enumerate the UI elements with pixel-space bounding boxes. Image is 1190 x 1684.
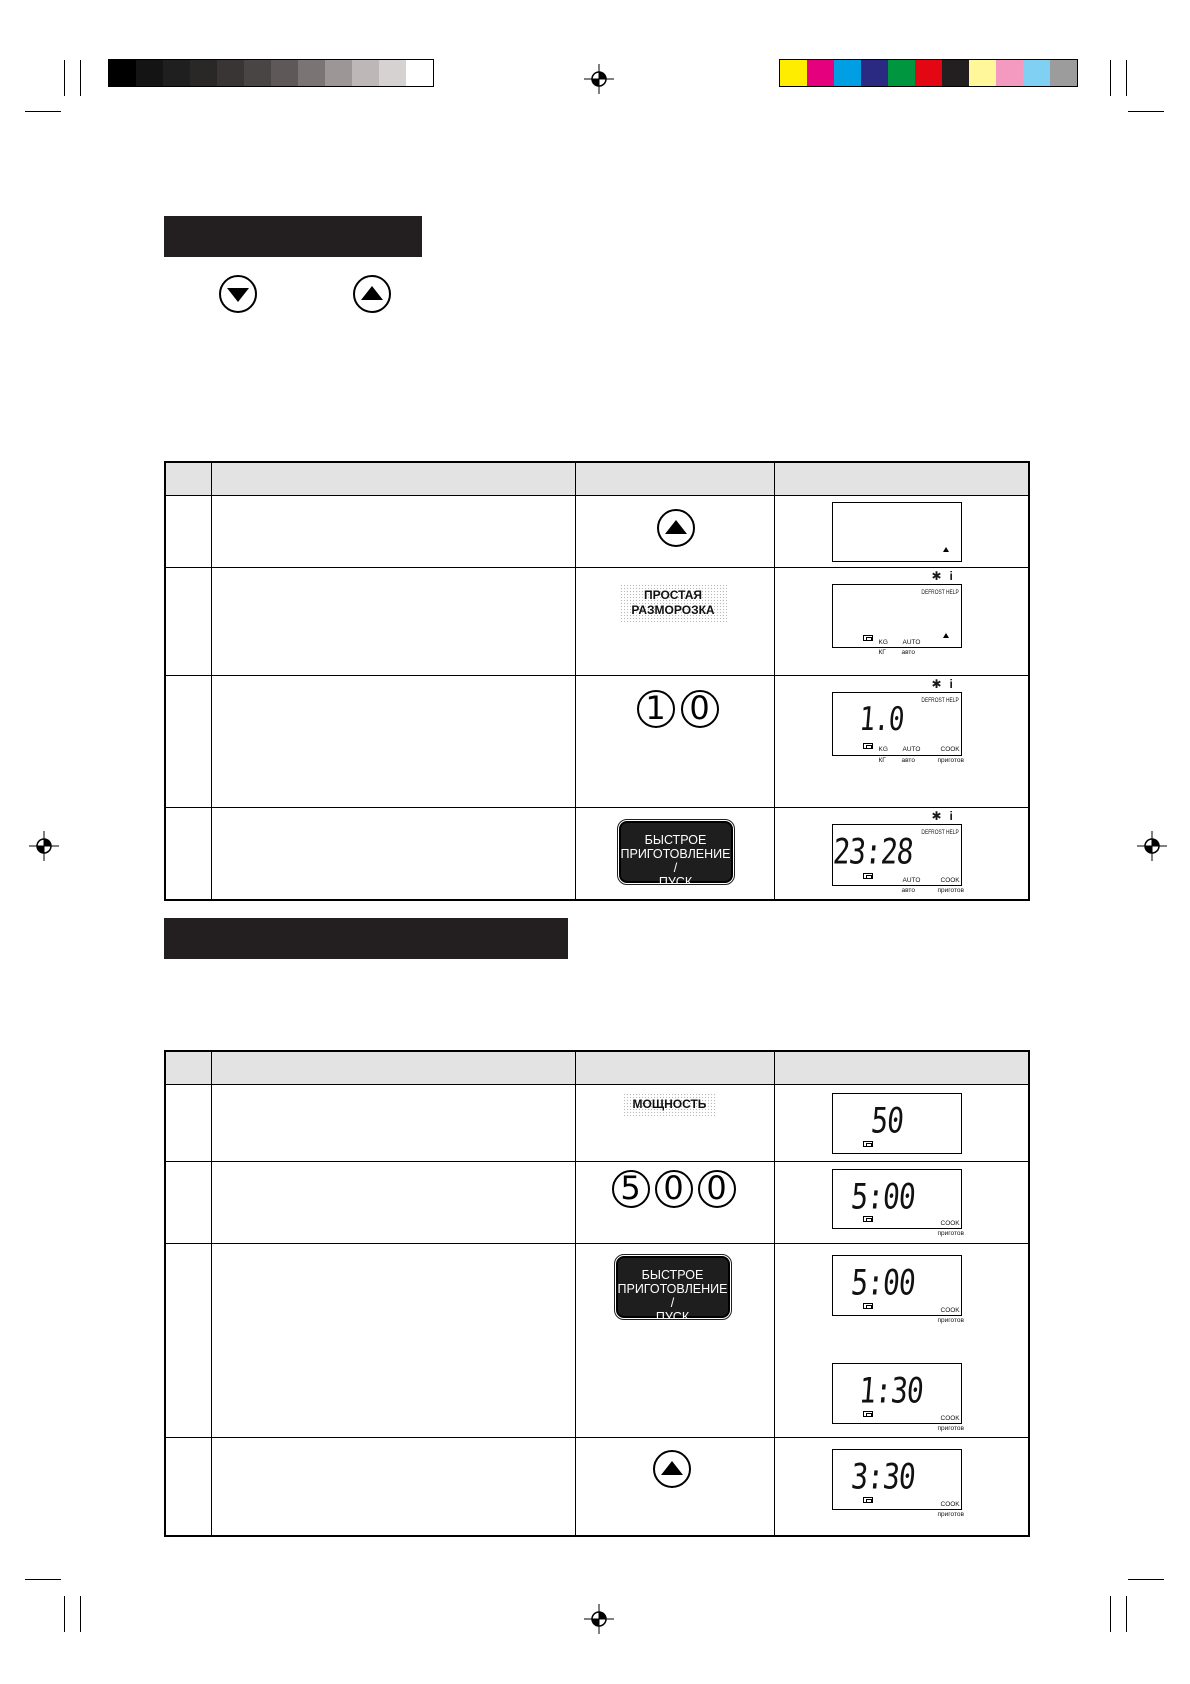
color-swatch xyxy=(915,60,942,86)
lcd-display: 5:00 COOK xyxy=(832,1255,962,1316)
power-steps-table xyxy=(164,1050,1030,1537)
lcd-display: 5:00 COOK xyxy=(832,1169,962,1229)
table-row: ПРОСТАЯ РАЗМОРОЗКА ✱ i DEFROST HELP KG AUTO КГ авто xyxy=(165,568,1029,676)
up-arrow-button[interactable] xyxy=(653,1450,691,1488)
color-swatch xyxy=(271,60,298,86)
color-swatch xyxy=(807,60,834,86)
color-swatch xyxy=(217,60,244,86)
color-swatch xyxy=(834,60,861,86)
table-row: БЫСТРОЕ ПРИГОТОВЛЕНИЕ / ПУСК ✱ i DEFROST HELP 23:28 AUTO COOK авто приготов xyxy=(165,808,1029,900)
color-swatch xyxy=(325,60,352,86)
color-swatch xyxy=(1023,60,1050,86)
registration-mark-top-icon xyxy=(584,64,614,94)
defrost-snowflake-icon: ✱ xyxy=(931,677,942,691)
registration-mark-bottom-icon xyxy=(584,1604,614,1634)
up-arrow-button[interactable] xyxy=(657,509,695,547)
defrost-snowflake-icon: ✱ xyxy=(931,809,942,823)
microwave-icon xyxy=(863,743,873,749)
table-row xyxy=(165,496,1029,568)
triangle-down-icon xyxy=(221,277,255,311)
lcd-display xyxy=(832,502,962,562)
color-swatch xyxy=(942,60,969,86)
microwave-icon xyxy=(863,635,873,641)
defrost-steps-table xyxy=(164,461,1030,901)
table-row: 1 0 ✱ i DEFROST HELP 1.0 KG AUTO COOK КГ авто приготов xyxy=(165,676,1029,808)
microwave-icon xyxy=(863,1141,873,1147)
up-arrow-button[interactable] xyxy=(353,275,391,313)
microwave-icon xyxy=(863,1216,873,1222)
color-swatch xyxy=(136,60,163,86)
down-arrow-button[interactable] xyxy=(219,275,257,313)
color-swatch xyxy=(298,60,325,86)
color-swatch xyxy=(109,60,136,86)
digit-key-5[interactable]: 5 xyxy=(612,1170,650,1208)
triangle-up-icon xyxy=(655,1452,689,1486)
digit-key-1[interactable]: 1 xyxy=(637,690,675,728)
color-swatch xyxy=(969,60,996,86)
color-swatch xyxy=(1050,60,1077,86)
section-header-bar-2 xyxy=(164,918,568,959)
registration-mark-right-icon xyxy=(1137,831,1167,861)
triangle-up-icon xyxy=(659,511,693,545)
microwave-icon xyxy=(863,873,873,879)
quick-start-key[interactable]: БЫСТРОЕ ПРИГОТОВЛЕНИЕ / ПУСК xyxy=(616,1256,730,1318)
lcd-display: 50 xyxy=(832,1093,962,1154)
table-row: БЫСТРОЕ ПРИГОТОВЛЕНИЕ / ПУСК 5:00 COOK приготов 1:30 COOK приготов xyxy=(165,1244,1029,1438)
info-icon: i xyxy=(949,569,953,583)
color-swatch xyxy=(888,60,915,86)
table-header-row xyxy=(165,1051,1029,1085)
color-swatch xyxy=(406,60,433,86)
section-header-bar-1 xyxy=(164,216,422,257)
lcd-display: DEFROST HELP KG AUTO xyxy=(832,584,962,648)
digit-key-0[interactable]: 0 xyxy=(681,690,719,728)
info-icon: i xyxy=(949,809,953,823)
microwave-icon xyxy=(863,1497,873,1503)
color-swatch xyxy=(190,60,217,86)
lcd-display: 3:30 COOK xyxy=(832,1449,962,1510)
lcd-display: DEFROST HELP 23:28 AUTO COOK xyxy=(832,824,962,886)
microwave-icon xyxy=(863,1303,873,1309)
power-key[interactable]: МОЩНОСТЬ xyxy=(623,1093,717,1116)
color-swatch xyxy=(379,60,406,86)
table-row xyxy=(165,1085,1029,1162)
color-swatch xyxy=(163,60,190,86)
microwave-icon xyxy=(863,1411,873,1417)
table-row: 5 0 0 5:00 COOK приготов xyxy=(165,1162,1029,1244)
digit-key-0[interactable]: 0 xyxy=(655,1170,693,1208)
info-icon: i xyxy=(949,677,953,691)
triangle-up-icon xyxy=(355,277,389,311)
table-row: 3:30 COOK приготов xyxy=(165,1438,1029,1536)
quick-start-key[interactable]: БЫСТРОЕ ПРИГОТОВЛЕНИЕ / ПУСК xyxy=(619,821,733,883)
easy-defrost-key[interactable]: ПРОСТАЯ РАЗМОРОЗКА xyxy=(620,584,727,622)
color-swatch xyxy=(780,60,807,86)
color-swatch xyxy=(996,60,1023,86)
registration-mark-left-icon xyxy=(29,831,59,861)
color-swatch xyxy=(861,60,888,86)
lcd-display: 1:30 COOK xyxy=(832,1363,962,1424)
defrost-snowflake-icon: ✱ xyxy=(931,569,942,583)
lcd-display: DEFROST HELP 1.0 KG AUTO COOK xyxy=(832,692,962,756)
color-swatch xyxy=(244,60,271,86)
table-header-row xyxy=(165,462,1029,496)
color-swatch xyxy=(352,60,379,86)
digit-key-0[interactable]: 0 xyxy=(698,1170,736,1208)
